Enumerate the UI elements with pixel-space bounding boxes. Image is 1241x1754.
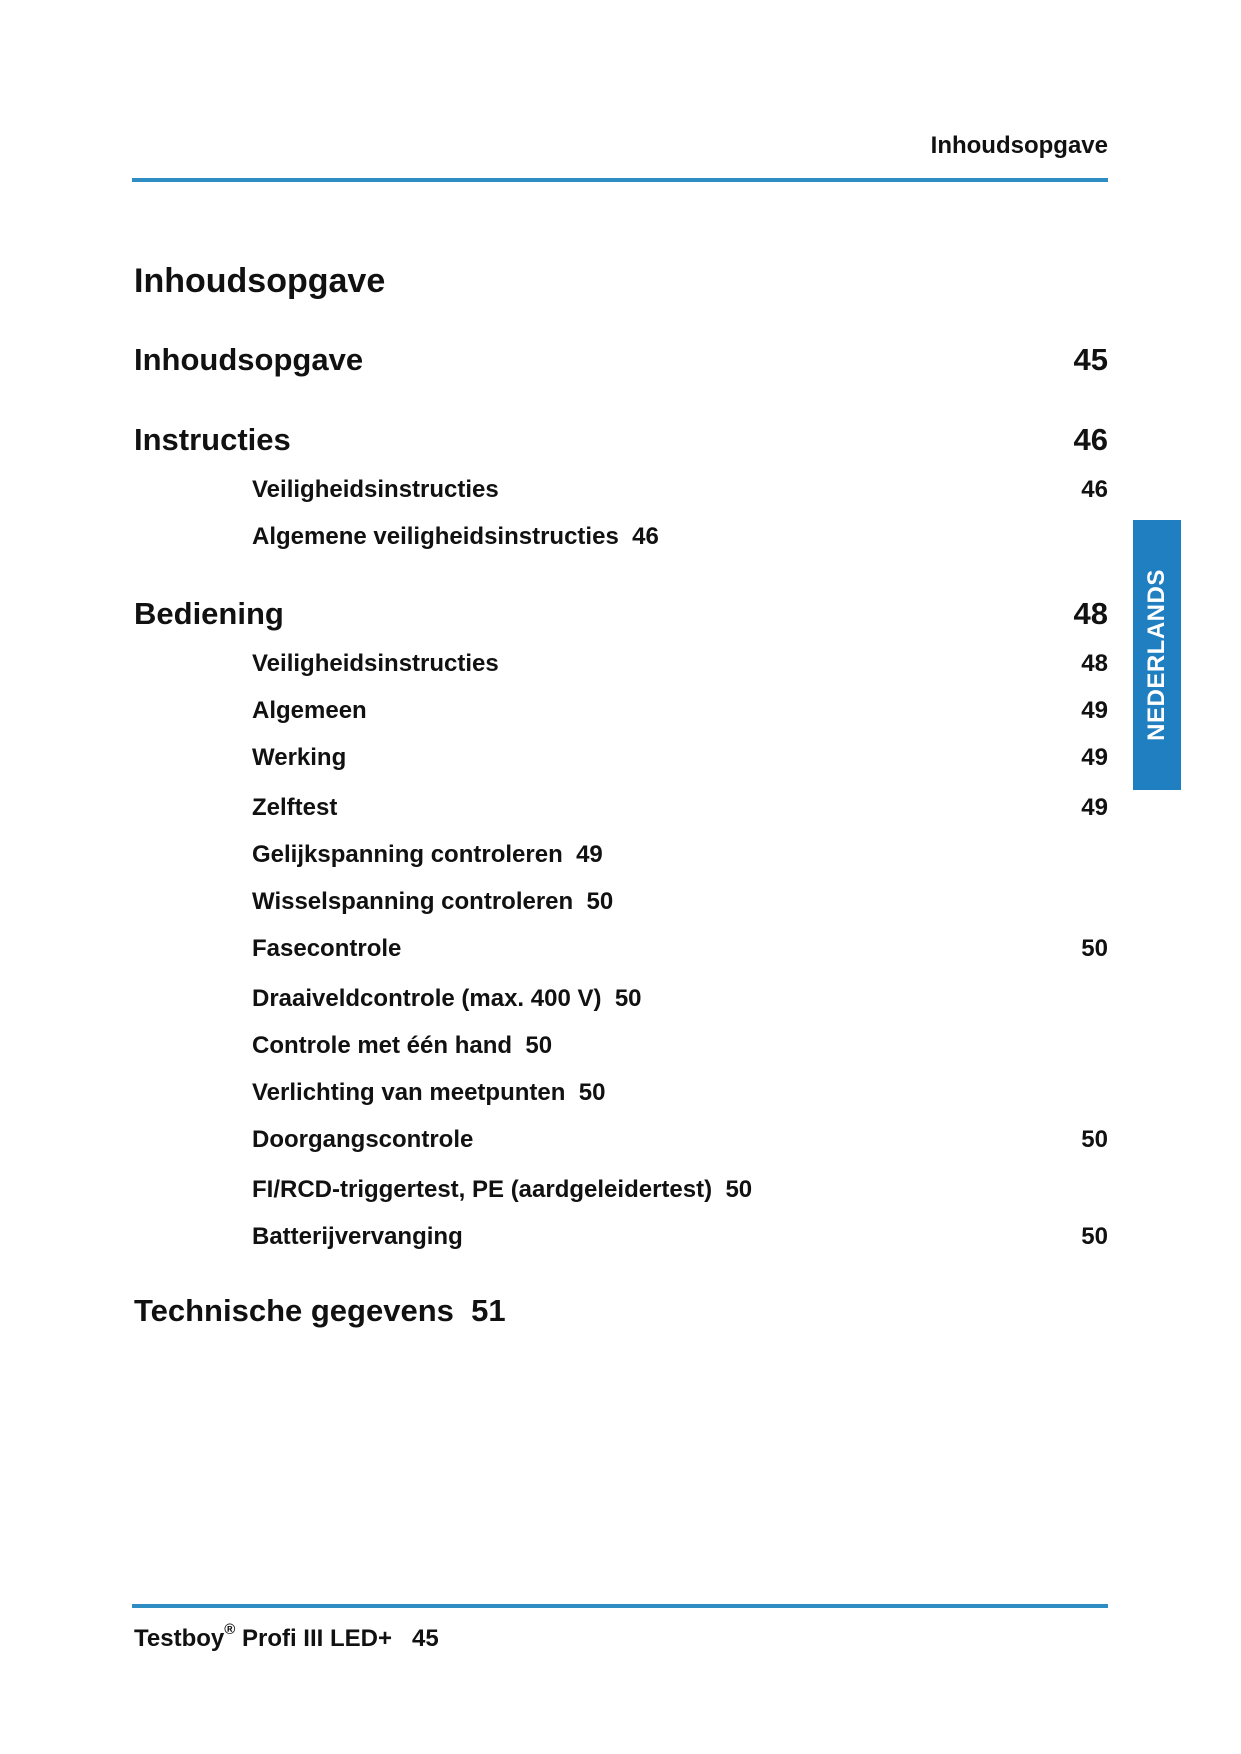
toc-item-page: 46 <box>1081 476 1108 503</box>
toc-item-page: 50 <box>586 888 614 915</box>
toc-item[interactable] <box>252 888 613 916</box>
toc-item-page: 49 <box>576 841 603 868</box>
registered-mark: ® <box>224 1621 236 1638</box>
toc-item[interactable] <box>252 1032 552 1060</box>
toc-item[interactable]: Fasecontrole <box>252 935 402 962</box>
toc-item[interactable]: Batterijvervanging <box>252 1223 463 1250</box>
toc-item[interactable] <box>252 841 603 869</box>
toc-item[interactable]: Doorgangscontrole <box>252 1126 474 1153</box>
toc-section-technische-gegevens[interactable] <box>134 1293 506 1329</box>
toc-item-label: Draaiveldcontrole (max. 400 V) <box>252 985 602 1012</box>
toc-section-instructies[interactable]: Instructies <box>134 422 291 457</box>
toc-item[interactable] <box>252 1079 605 1107</box>
toc-item-page: 49 <box>1081 697 1108 724</box>
toc-item-page: 49 <box>1081 744 1108 771</box>
toc-item-label: FI/RCD-triggertest, PE (aardgeleidertest) <box>252 1176 713 1203</box>
toc-item[interactable]: Zelftest <box>252 794 338 821</box>
running-header: Inhoudsopgave <box>930 132 1108 159</box>
toc-item[interactable] <box>252 523 659 551</box>
page-title: Inhoudsopgave <box>134 262 386 300</box>
toc-item-label: Wisselspanning controleren <box>252 888 574 915</box>
toc-item[interactable] <box>252 1176 752 1204</box>
toc-section-bediening[interactable]: Bediening <box>134 596 284 631</box>
language-side-tab-label: NEDERLANDS <box>1143 569 1170 741</box>
language-side-tab <box>1133 520 1181 790</box>
toc-item-label: Gelijkspanning controleren <box>252 841 563 868</box>
toc-item-page: 50 <box>725 1176 753 1203</box>
toc-item[interactable]: Werking <box>252 744 347 771</box>
toc-item-label: Algemene veiligheidsinstructies <box>252 523 619 550</box>
toc-section-bediening-page: 48 <box>1073 596 1108 631</box>
toc-item[interactable] <box>252 985 642 1013</box>
toc-item-page: 50 <box>1081 1126 1108 1153</box>
toc-item-page: 49 <box>1081 794 1108 821</box>
toc-item-label: Verlichting van meetpunten <box>252 1079 566 1106</box>
toc-section-label: Technische gegevens <box>134 1293 454 1328</box>
toc-item[interactable]: Veiligheidsinstructies <box>252 476 499 503</box>
toc-section-instructies-page: 46 <box>1073 422 1108 457</box>
footer <box>134 1621 439 1653</box>
toc-item[interactable]: Algemeen <box>252 697 367 724</box>
toc-item-page: 50 <box>1081 935 1108 962</box>
toc-item[interactable]: Veiligheidsinstructies <box>252 650 499 677</box>
toc-item-page: 50 <box>525 1032 553 1059</box>
toc-item-label: Controle met één hand <box>252 1032 513 1059</box>
header-rule <box>132 178 1108 182</box>
toc-section-page: 51 <box>471 1293 506 1328</box>
footer-rule <box>132 1604 1108 1608</box>
toc-section-inhoudsopgave-page: 45 <box>1073 342 1108 377</box>
toc-item-page: 50 <box>1081 1223 1108 1250</box>
toc-item-page: 50 <box>578 1079 606 1106</box>
footer-page-number: 45 <box>412 1625 439 1652</box>
footer-brand: Testboy <box>134 1625 225 1652</box>
toc-item-page: 46 <box>632 523 659 550</box>
toc-item-page: 50 <box>614 985 642 1012</box>
toc-section-inhoudsopgave[interactable]: Inhoudsopgave <box>134 342 364 377</box>
toc-item-page: 48 <box>1081 650 1108 677</box>
footer-product: Profi III LED+ <box>241 1625 392 1652</box>
